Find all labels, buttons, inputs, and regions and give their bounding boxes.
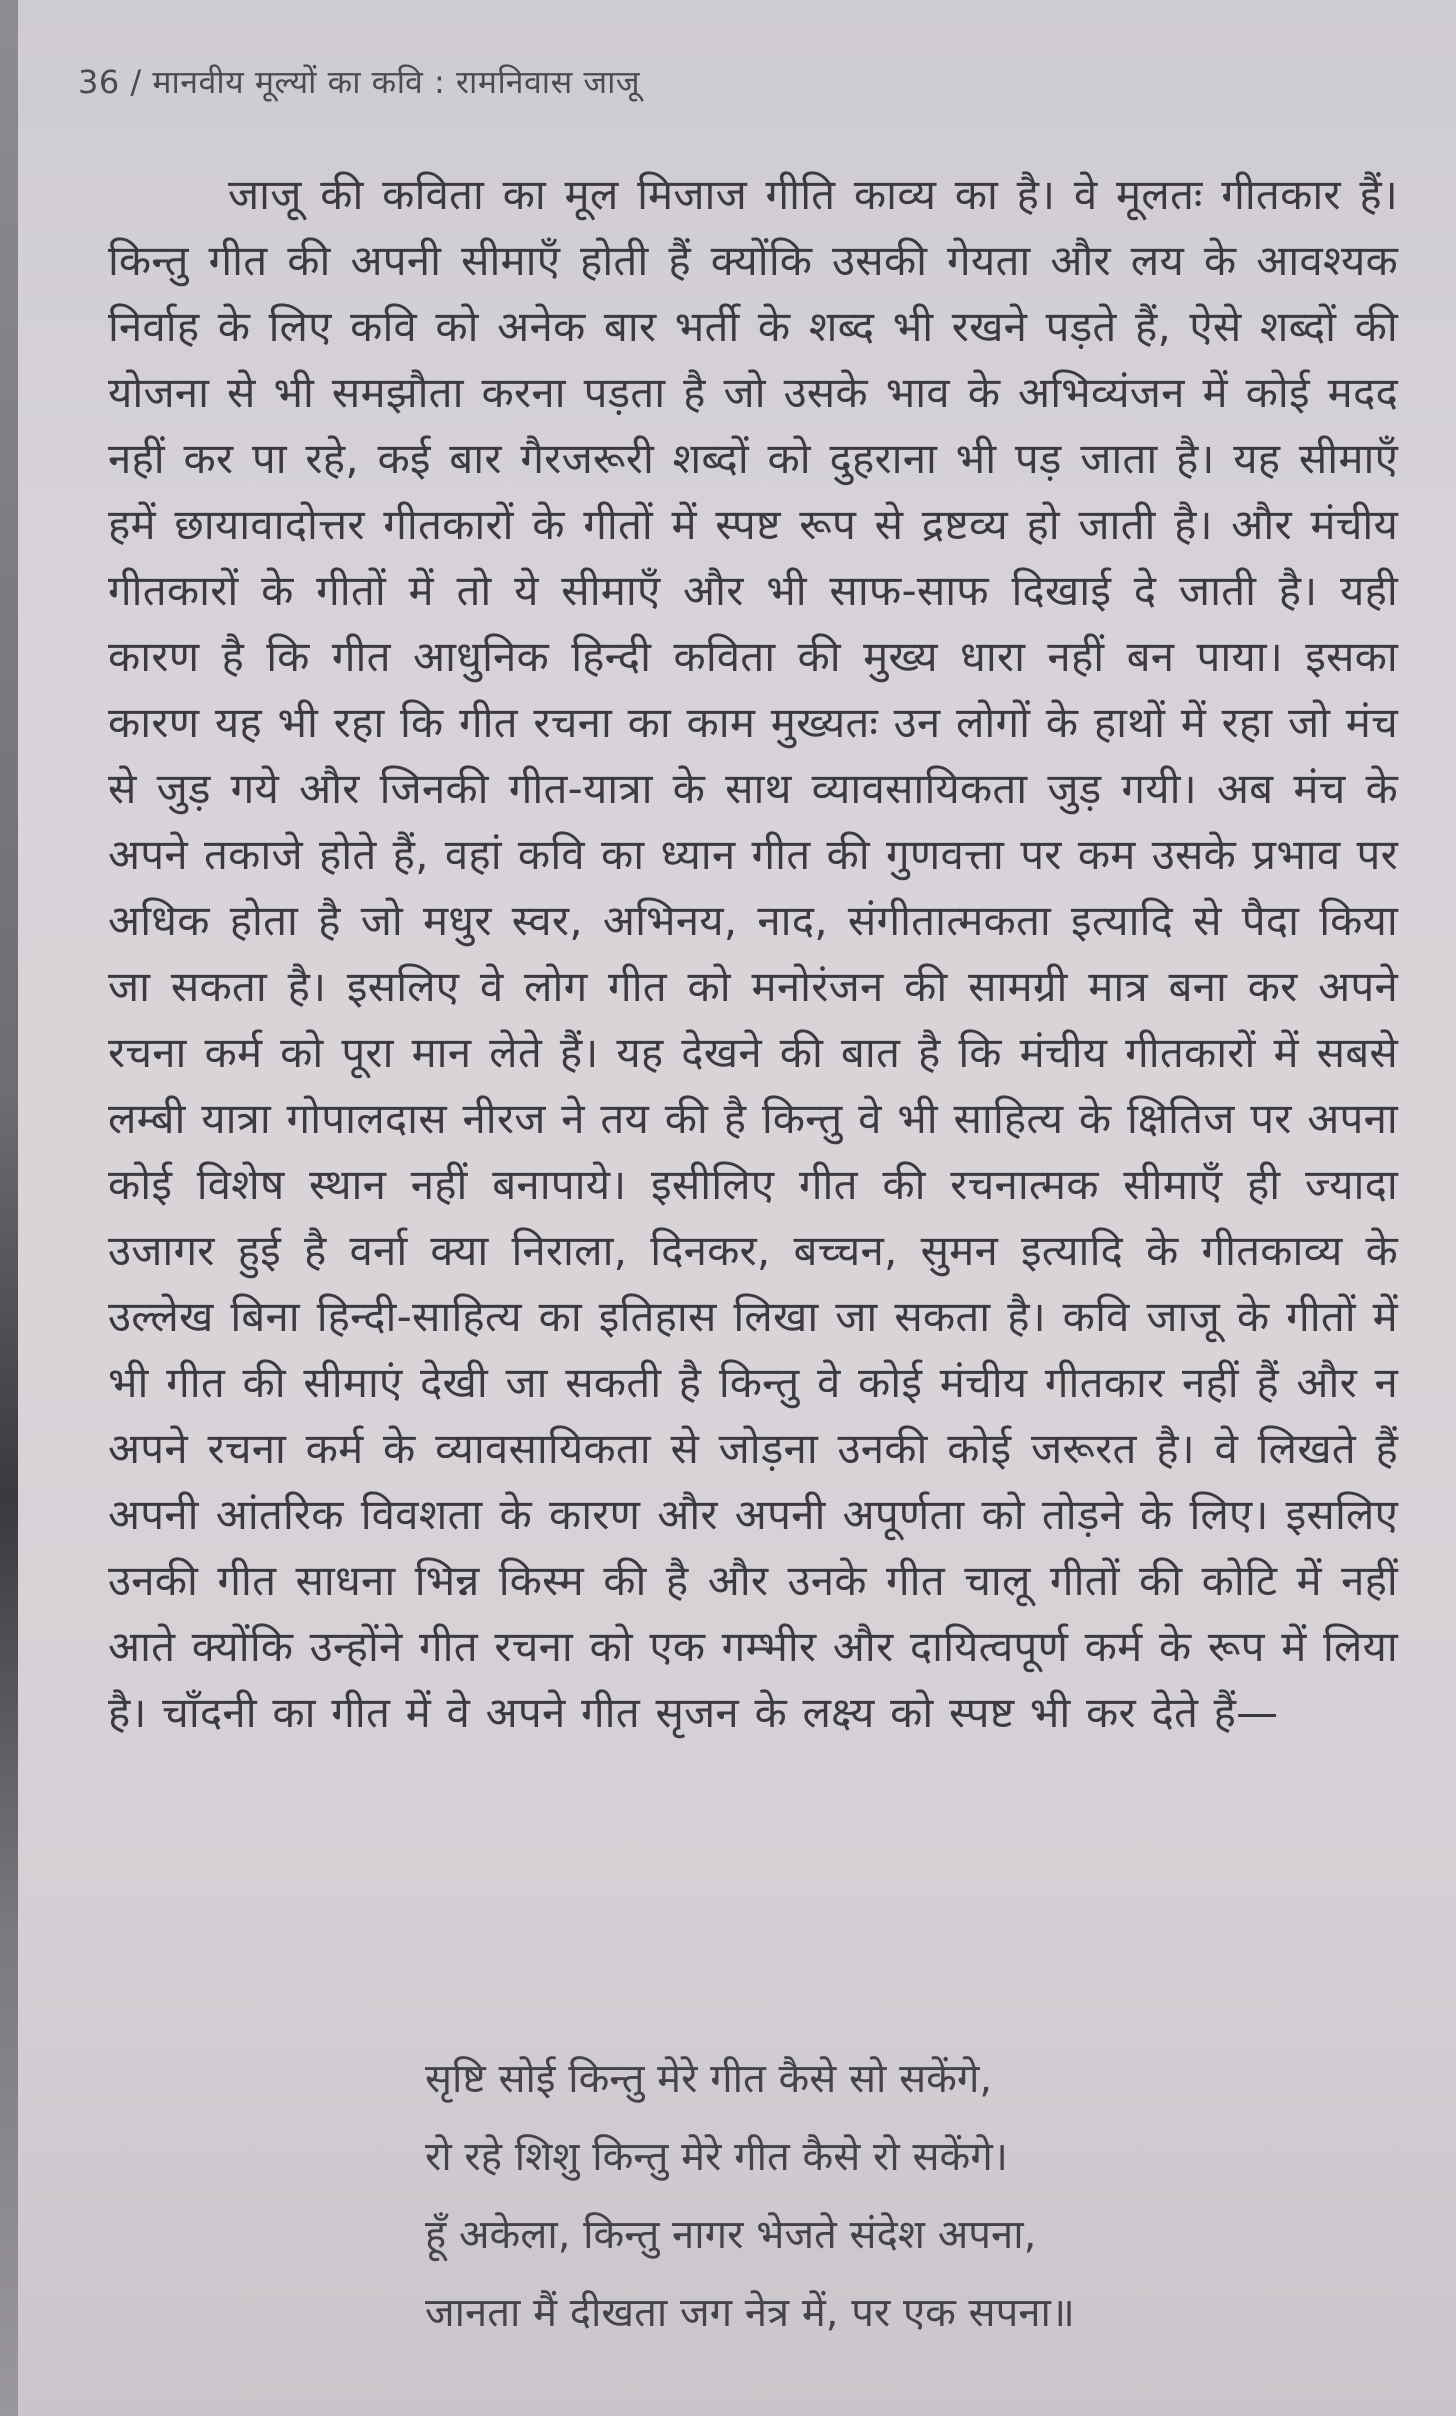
verse-line-3: हूँ अकेला, किन्तु नागर भेजते संदेश अपना, bbox=[425, 2212, 1037, 2258]
verse-line-2: रो रहे शिशु किन्तु मेरे गीत कैसे रो सकेंगे। bbox=[425, 2134, 1008, 2180]
page-edge-shadow bbox=[0, 0, 18, 2416]
verse-line-1: सृष्टि सोई किन्तु मेरे गीत कैसे सो सकेंगे, bbox=[425, 2056, 993, 2102]
body-paragraph: जाजू की कविता का मूल मिजाज गीति काव्य का है। वे मूलतः गीतकार हैं। किन्तु गीत की अपनी सीमाएँ होती हैं क्योंकि उसकी गेयता और लय के आवश्यक निर्वाह के लिए कवि को अनेक बार भर्ती के शब्द भी रखने पड़ते हैं, ऐसे शब्दों की योजना से भी समझौता करना पड़ता है जो उसके भाव के अभिव्यंजन में कोई मदद नहीं कर पा रहे, कई बार गैरजरूरी शब्दों को दुहराना भी पड़ जाता है। यह सीमाएँ हमें छायावादोत्तर गीतकारों के गीतों में स्पष्ट रूप से द्रष्टव्य हो जाती है। और मंचीय गीतकारों के गीतों में तो ये सीमाएँ और भी साफ-साफ दिखाई दे जाती है। यही कारण है कि गीत आधुनिक हिन्दी कविता की मुख्य धारा नहीं बन पाया। इसका कारण यह भी रहा कि गीत रचना का काम मुख्यतः उन लोगों के हाथों में रहा जो मंच से जुड़ गये और जिनकी गीत-यात्रा के साथ व्यावसायिकता जुड़ गयी। अब मंच के अपने तकाजे होते हैं, वहां कवि का ध्यान गीत की गुणवत्ता पर कम उसके प्रभाव पर अधिक होता है जो मधुर स्वर, अभिनय, नाद, संगीतात्मकता इत्यादि से पैदा किया जा सकता है। इसलिए वे लोग गीत को मनोरंजन की सामग्री मात्र बना कर अपने रचना कर्म को पूरा मान लेते हैं। यह देखने की बात है कि मंचीय गीतकारों में सबसे लम्बी यात्रा गोपालदास नीरज ने तय की है किन्तु वे भी साहित्य के क्षितिज पर अपना कोई विशेष स्थान नहीं बनापाये। इसीलिए गीत की रचनात्मक सीमाएँ ही ज्यादा उजागर हुई है वर्ना क्या निराला, दिनकर, बच्चन, सुमन इत्यादि के गीतकाव्य के उल्लेख बिना हिन्दी-साहित्य का इतिहास लिखा जा सकता है। कवि जाजू के गीतों में भी गीत की सीमाएं देखी जा सकती है किन्तु वे कोई मंचीय गीतकार नहीं हैं और न अपने रचना कर्म के व्यावसायिकता से जोड़ना उनकी कोई जरूरत है। वे लिखते हैं अपनी आंतरिक विवशता के कारण और अपनी अपूर्णता को तोड़ने के लिए। इसलिए उनकी गीत साधना भिन्न किस्म की है और उनके गीत चालू गीतों की कोटि में नहीं आते क्योंकि उन्होंने गीत रचना को एक गम्भीर और दायित्वपूर्ण कर्म के रूप में लिया है। चाँदनी का गीत में वे अपने गीत सृजन के लक्ष्य को स्पष्ट भी कर देते हैं— bbox=[108, 170, 1398, 1737]
verse-line-4: जानता मैं दीखता जग नेत्र में, पर एक सपना॥ bbox=[425, 2290, 1075, 2336]
verse-block bbox=[425, 2040, 1075, 2352]
page-header: 36 / मानवीय मूल्यों का कवि : रामनिवास जाजू bbox=[78, 63, 641, 101]
